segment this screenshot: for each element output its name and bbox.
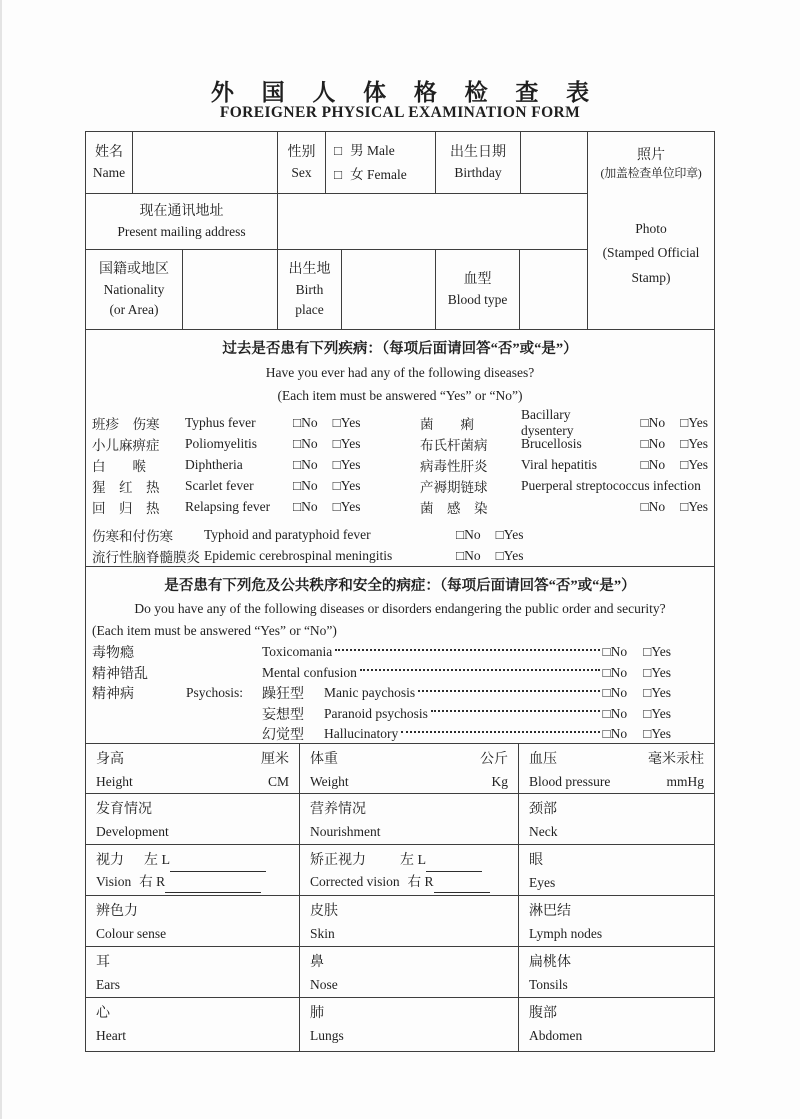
male-checkbox[interactable]: □ <box>334 142 343 158</box>
birthday-value-cell[interactable] <box>521 132 587 193</box>
disease-row <box>92 524 708 545</box>
no-checkbox[interactable]: □No <box>602 664 628 680</box>
security-header-cn: 是否患有下列危及公共秩序和安全的病症：（每项后面请回答“否”或“是”） <box>164 578 636 594</box>
birthday-label: 出生日期 Birthday <box>436 132 521 193</box>
scan-edge <box>0 0 2 1119</box>
disease-answers <box>293 436 420 452</box>
yes-checkbox[interactable]: □Yes <box>643 726 671 742</box>
disease-name-en: Scarlet fever <box>185 477 254 493</box>
disease-name-en: Typhus fever <box>185 414 256 430</box>
disorder-subtype-cn: 幻觉型 <box>262 728 304 744</box>
identity-section <box>86 132 714 330</box>
field-abdomen[interactable]: 腹部 Abdomen <box>529 1006 583 1044</box>
yes-checkbox[interactable]: □Yes <box>643 644 671 660</box>
disorder-answers <box>603 685 671 701</box>
diseases-header-en1: Have you ever had any of the following diseases? <box>265 365 535 380</box>
exam-row <box>86 744 714 794</box>
address-value-cell[interactable] <box>278 194 587 249</box>
nationality-label: 国籍或地区 Nationality (or Area) <box>86 250 183 329</box>
yes-checkbox[interactable]: □Yes <box>643 705 671 721</box>
yes-checkbox[interactable]: □Yes <box>680 498 708 514</box>
name-label: 姓名 Name <box>86 132 133 193</box>
exam-row <box>86 896 714 947</box>
disease-name-en: Bacillary dysentery <box>521 406 574 438</box>
yes-checkbox[interactable]: □Yes <box>495 526 524 542</box>
dot-leader <box>360 669 600 671</box>
disorder-answers <box>603 644 671 660</box>
birthplace-label: 出生地 Birth place <box>278 250 342 329</box>
disorder-answers <box>603 706 671 722</box>
yes-checkbox[interactable]: □Yes <box>680 456 708 472</box>
disease-name-cn: 流行性脑脊髓膜炎 <box>92 549 200 565</box>
diseases-header-en2: (Each item must be answered “Yes” or “No”) <box>277 388 523 403</box>
no-checkbox[interactable]: □No <box>602 685 628 701</box>
yes-checkbox[interactable]: □Yes <box>643 664 671 680</box>
no-checkbox[interactable]: □No <box>293 435 318 451</box>
yes-checkbox[interactable]: □Yes <box>680 414 708 430</box>
bloodtype-value-cell[interactable] <box>520 250 587 329</box>
disorder-name-en: Manic paychosis <box>324 685 416 701</box>
psychosis-label: Psychosis: <box>186 685 244 701</box>
security-section <box>86 567 714 744</box>
disorder-subtype-cn: 妄想型 <box>262 707 304 723</box>
yes-checkbox[interactable]: □Yes <box>332 414 361 430</box>
disease-answers <box>293 499 420 515</box>
disease-row <box>92 545 708 566</box>
disease-name-en: Relapsing fever <box>185 498 271 514</box>
security-header-en2: (Each item must be answered “Yes” or “No”) <box>92 623 337 638</box>
disease-answers <box>293 457 420 473</box>
sex-option-male <box>334 139 395 163</box>
field-development[interactable]: 发育情况 Development <box>86 794 300 844</box>
field-height[interactable]: 身高 厘米 Height CM <box>86 744 300 793</box>
disease-name-cn: 猩 红 热 <box>92 479 160 495</box>
dot-leader <box>401 731 599 733</box>
field-nose[interactable]: 鼻 Nose <box>300 947 519 997</box>
disease-answers <box>293 478 420 494</box>
field-vision[interactable]: 视力 左 L Vision 右 R <box>86 845 300 895</box>
corrected-vision-left-line[interactable] <box>426 859 482 872</box>
security-row <box>92 704 708 725</box>
security-row <box>92 724 708 745</box>
address-label: 现在通讯地址 Present mailing address <box>86 194 278 249</box>
exam-row <box>86 947 714 998</box>
exam-row <box>86 794 714 845</box>
disorder-name-cn: 毒物瘾 <box>92 646 134 662</box>
disease-name-en: Brucellosis <box>521 435 582 451</box>
field-blood-pressure[interactable]: 血压 毫米汞柱 Blood pressure mmHg <box>529 752 704 790</box>
no-checkbox[interactable]: □No <box>602 726 628 742</box>
photo-note-cn: (加盖检查单位印章) <box>600 166 702 180</box>
field-nourishment[interactable]: 营养情况 Nourishment <box>300 794 519 844</box>
disease-name-cn: 小儿麻痹症 <box>92 437 160 453</box>
disease-name-en: Puerperal streptococcus infection <box>521 477 701 493</box>
disease-name-cn: 病毒性肝炎 <box>420 458 488 474</box>
disease-row <box>92 406 708 438</box>
no-checkbox[interactable]: □No <box>640 498 666 514</box>
no-checkbox[interactable]: □No <box>602 644 628 660</box>
disease-name-en: Poliomyelitis <box>185 435 258 451</box>
no-checkbox[interactable]: □No <box>640 414 666 430</box>
birthplace-value-cell[interactable] <box>342 250 436 329</box>
no-checkbox[interactable]: □No <box>640 435 666 451</box>
form-title-cn: 外 国 人 体 格 检 查 表 <box>210 80 601 105</box>
disease-name-en: Viral hepatitis <box>521 456 598 472</box>
no-checkbox[interactable]: □No <box>456 526 481 542</box>
no-checkbox[interactable]: □No <box>293 477 318 493</box>
field-corrected-vision[interactable]: 矫正视力 左 L Corrected vision 右 R <box>300 845 519 895</box>
diseases-section <box>86 330 714 567</box>
female-checkbox[interactable]: □ <box>334 166 343 182</box>
disease-answers <box>293 415 420 431</box>
sex-option-female <box>334 163 407 187</box>
disease-row <box>92 433 708 454</box>
disorder-name-en: Hallucinatory <box>324 726 399 742</box>
disease-answers <box>456 527 523 543</box>
no-checkbox[interactable]: □No <box>293 414 318 430</box>
no-checkbox[interactable]: □No <box>456 547 481 563</box>
dot-leader <box>335 649 599 651</box>
disease-name-cn: 白 喉 <box>92 458 146 474</box>
form-title-en: FOREIGNER PHYSICAL EXAMINATION FORM <box>219 104 581 121</box>
field-weight[interactable]: 体重 公斤 Weight Kg <box>300 744 519 793</box>
field-tonsils[interactable]: 扁桃体 Tonsils <box>529 955 571 993</box>
no-checkbox[interactable]: □No <box>640 456 666 472</box>
field-heart[interactable]: 心 Heart <box>86 998 300 1051</box>
disease-name-cn: 产褥期链球 <box>420 479 488 495</box>
security-row <box>92 683 708 704</box>
disease-row <box>92 475 708 496</box>
field-eyes[interactable]: 眼 Eyes <box>529 853 556 891</box>
disease-name-en: Typhoid and paratyphoid fever <box>204 526 371 542</box>
disorder-name-en: Mental confusion <box>262 664 357 680</box>
yes-checkbox[interactable]: □Yes <box>332 498 361 514</box>
photo-box <box>587 132 714 329</box>
field-neck[interactable]: 颈部 Neck <box>529 802 558 840</box>
disorder-answers <box>603 665 671 681</box>
no-checkbox[interactable]: □No <box>293 456 318 472</box>
disease-row <box>92 496 708 517</box>
vision-left-line[interactable] <box>170 859 266 872</box>
field-skin[interactable]: 皮肤 Skin <box>300 896 519 946</box>
disease-row <box>92 454 708 475</box>
dot-leader <box>431 710 600 712</box>
male-label: 男 Male <box>350 142 395 158</box>
vision-right-line[interactable] <box>165 880 261 893</box>
examination-form-table <box>85 131 715 1052</box>
exam-row <box>86 998 714 1051</box>
yes-checkbox[interactable]: □Yes <box>332 477 361 493</box>
corrected-vision-right-line[interactable] <box>434 880 490 893</box>
photo-label-en: Photo (Stamped Official Stamp) <box>602 221 700 285</box>
disease-name-cn: 布氏杆菌病 <box>420 437 488 453</box>
disease-answers <box>616 457 708 473</box>
no-checkbox[interactable]: □No <box>293 498 318 514</box>
field-colour-sense[interactable]: 辨色力 Colour sense <box>86 896 300 946</box>
field-lymph-nodes[interactable]: 淋巴结 Lymph nodes <box>529 904 603 942</box>
no-checkbox[interactable]: □No <box>602 705 628 721</box>
security-header-en1: Do you have any of the following diseases or disorders endangering the public order and security? <box>134 601 666 616</box>
sex-label: 性别 Sex <box>278 132 326 193</box>
disease-name-cn: 菌 痢 <box>420 416 474 432</box>
nationality-value-cell[interactable] <box>183 250 278 329</box>
yes-checkbox[interactable]: □Yes <box>680 435 708 451</box>
disease-name-cn: 回 归 热 <box>92 500 160 516</box>
disease-answers <box>616 415 708 431</box>
female-label: 女 Female <box>350 166 407 182</box>
yes-checkbox[interactable]: □Yes <box>643 685 671 701</box>
disorder-subtype-cn: 躁狂型 <box>262 687 304 703</box>
disorder-answers <box>603 726 671 742</box>
name-value-cell[interactable] <box>133 132 278 193</box>
field-ears[interactable]: 耳 Ears <box>86 947 300 997</box>
yes-checkbox[interactable]: □Yes <box>495 547 524 563</box>
diseases-wide-list <box>92 524 708 566</box>
disorder-name-en: Toxicomania <box>262 644 333 660</box>
disorder-name-en: Paranoid psychosis <box>324 705 428 721</box>
disease-name-cn: 伤寒和付伤寒 <box>92 528 173 544</box>
disorder-name-cn: 精神病 <box>92 687 134 703</box>
disease-name-en: Diphtheria <box>185 456 243 472</box>
disorder-name-cn: 精神错乱 <box>92 666 148 682</box>
disease-name-cn: 班疹 伤寒 <box>92 416 160 432</box>
exam-row <box>86 845 714 896</box>
field-lungs[interactable]: 肺 Lungs <box>300 998 519 1051</box>
examination-grid <box>86 744 714 1051</box>
yes-checkbox[interactable]: □Yes <box>332 456 361 472</box>
yes-checkbox[interactable]: □Yes <box>332 435 361 451</box>
diseases-list <box>92 406 708 566</box>
disease-answers <box>616 436 708 452</box>
disease-name-cn: 菌 感 染 <box>420 500 488 516</box>
security-row <box>92 642 708 663</box>
dot-leader <box>418 690 599 692</box>
bloodtype-label: 血型 Blood type <box>436 250 520 329</box>
photo-label-cn: 照片 <box>637 148 665 163</box>
disease-answers <box>616 499 708 515</box>
security-row <box>92 663 708 684</box>
disease-name-en: Epidemic cerebrospinal meningitis <box>204 547 393 563</box>
disease-answers <box>456 548 523 564</box>
diseases-header-cn: 过去是否患有下列疾病：（每项后面请回答“否”或“是”） <box>222 341 578 357</box>
sex-options-cell <box>326 132 436 193</box>
